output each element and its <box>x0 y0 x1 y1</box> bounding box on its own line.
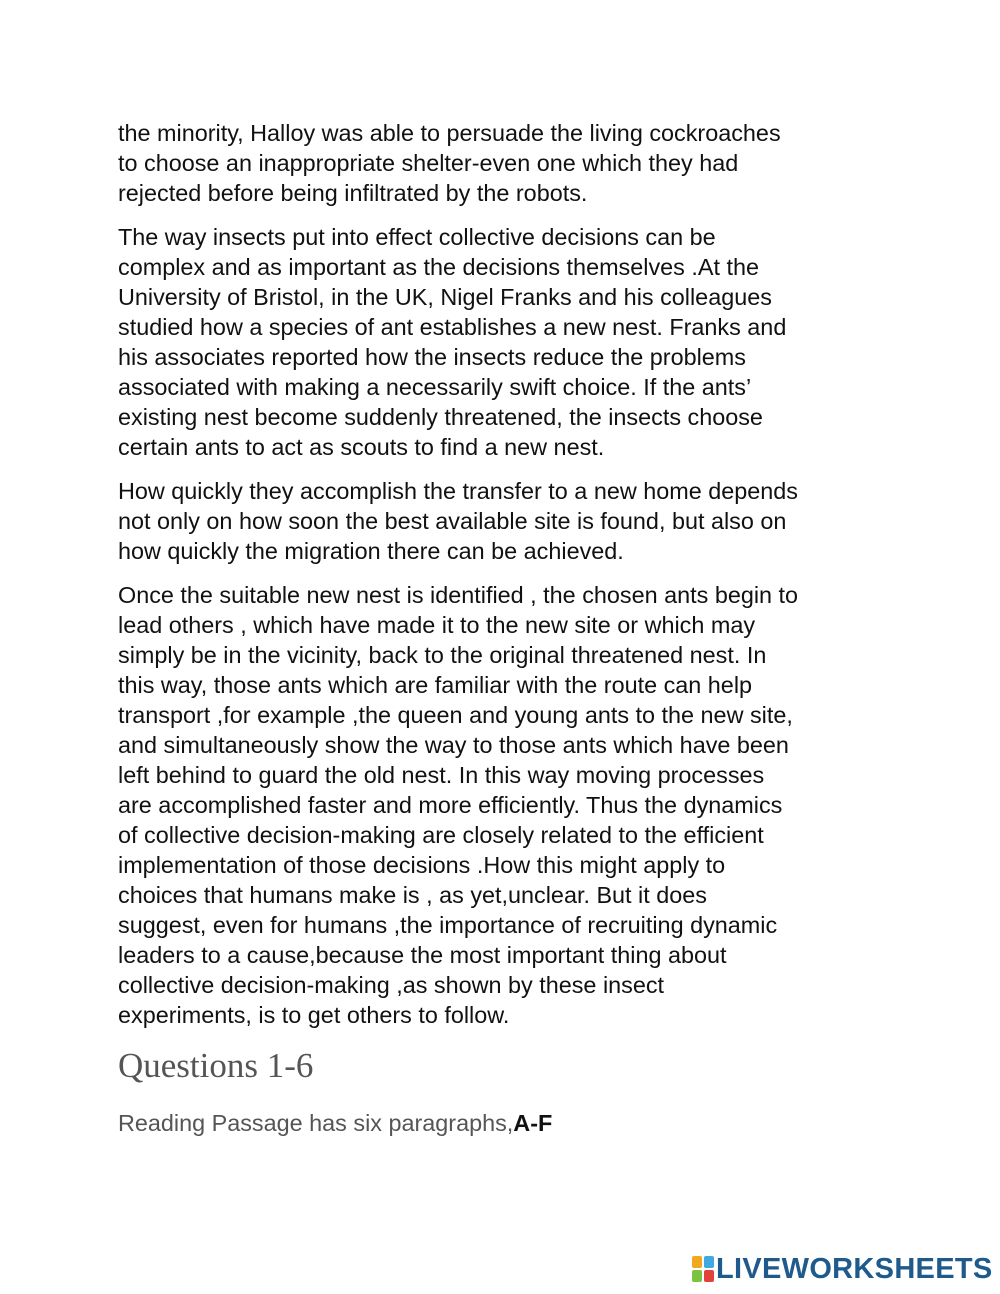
questions-instruction <box>118 1108 888 1138</box>
paragraph-line: are accomplished faster and more efficiently. Thus the dynamics <box>118 792 783 818</box>
paragraph-line: his associates reported how the insects reduce the problems <box>118 344 746 370</box>
paragraph-4 <box>118 580 888 1030</box>
paragraph-range: A-F <box>513 1110 553 1136</box>
paragraph-line: Once the suitable new nest is identified , the chosen ants begin to <box>118 582 799 608</box>
questions-heading: Questions 1-6 <box>118 1046 314 1085</box>
paragraph-line: leaders to a cause,because the most important thing about <box>118 942 727 968</box>
paragraph-line: implementation of those decisions .How this might apply to <box>118 852 726 878</box>
paragraph-line: rejected before being infiltrated by the robots. <box>118 180 588 206</box>
logo-square-2 <box>704 1256 714 1268</box>
paragraph-line: simply be in the vicinity, back to the original threatened nest. In <box>118 642 767 668</box>
brand-name: LIVEWORKSHEETS <box>716 1253 993 1285</box>
paragraph-1 <box>118 118 888 208</box>
logo-square-4 <box>704 1270 714 1282</box>
paragraph-line: the minority, Halloy was able to persuade the living cockroaches <box>118 120 781 146</box>
paragraph-line: of collective decision-making are closely related to the efficient <box>118 822 764 848</box>
paragraph-2 <box>118 222 888 462</box>
paragraph-line: existing nest become suddenly threatened, the insects choose <box>118 404 763 430</box>
logo-square-3 <box>692 1270 702 1282</box>
liveworksheets-logo-icon <box>692 1256 714 1282</box>
paragraph-3 <box>118 476 888 566</box>
document-page <box>118 118 888 1138</box>
paragraph-line: studied how a species of ant establishes a new nest. Franks and <box>118 314 787 340</box>
paragraph-line: this way, those ants which are familiar with the route can help <box>118 672 753 698</box>
paragraph-line: not only on how soon the best available site is found, but also on <box>118 508 787 534</box>
paragraph-line: How quickly they accomplish the transfer to a new home depends <box>118 478 798 504</box>
paragraph-line: collective decision-making ,as shown by these insect <box>118 972 665 998</box>
paragraph-line: left behind to guard the old nest. In this way moving processes <box>118 762 765 788</box>
paragraph-line: associated with making a necessarily swift choice. If the ants’ <box>118 374 752 400</box>
instruction-text: Reading Passage has six paragraphs, <box>118 1110 514 1136</box>
paragraph-line: how quickly the migration there can be achieved. <box>118 538 624 564</box>
paragraph-line: certain ants to act as scouts to find a new nest. <box>118 434 605 460</box>
logo-square-1 <box>692 1256 702 1268</box>
paragraph-line: suggest, even for humans ,the importance of recruiting dynamic <box>118 912 778 938</box>
paragraph-line: to choose an inappropriate shelter-even one which they had <box>118 150 739 176</box>
paragraph-line: University of Bristol, in the UK, Nigel Franks and his colleagues <box>118 284 772 310</box>
paragraph-line: transport ,for example ,the queen and young ants to the new site, <box>118 702 793 728</box>
paragraph-line: and simultaneously show the way to those ants which have been <box>118 732 789 758</box>
paragraph-line: lead others , which have made it to the new site or which may <box>118 612 756 638</box>
liveworksheets-logo <box>692 1254 993 1284</box>
paragraph-line: experiments, is to get others to follow. <box>118 1002 510 1028</box>
paragraph-line: choices that humans make is , as yet,unclear. But it does <box>118 882 707 908</box>
paragraph-line: The way insects put into effect collective decisions can be <box>118 224 716 250</box>
passage-body <box>118 118 888 1030</box>
paragraph-line: complex and as important as the decisions themselves .At the <box>118 254 759 280</box>
